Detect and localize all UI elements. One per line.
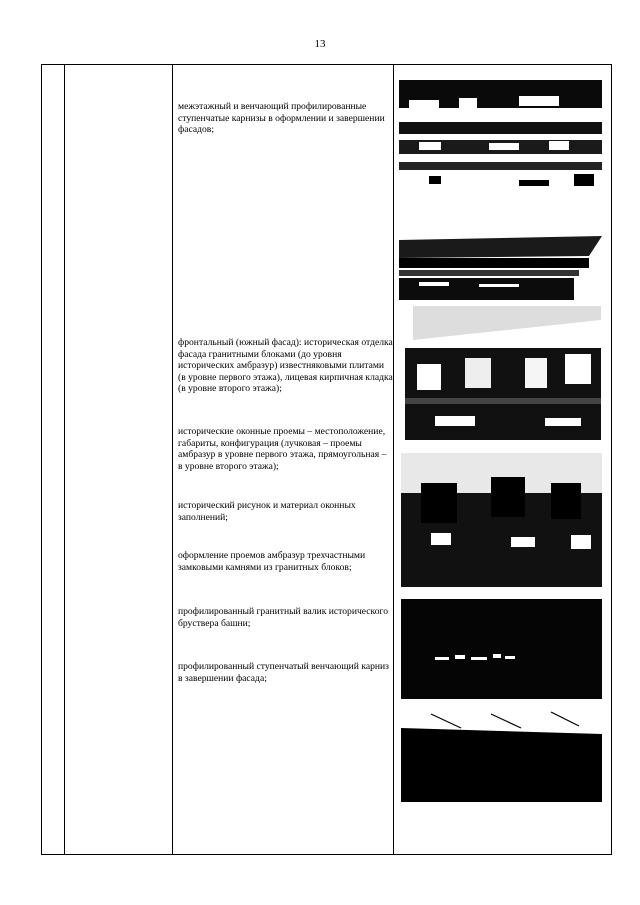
photo-crowning-cornice <box>399 236 602 300</box>
text-cornices-intro: межэтажный и венчающий профилированные ступенчатые карнизы в оформлении и завершении фасадов; <box>178 101 385 135</box>
text-crowning-cornice: профилированный ступенчатый венчающий карниз в завершении фасада; <box>178 661 389 684</box>
text-frontal-facade: фронтальный (южный фасад): историческая отделка фасада гранитными блоками (до уровня исторических амбразур) известняковыми плитами (в уровне первого этажа), лицевая кирпичная кладка (в уровне второго этажа); <box>178 337 393 394</box>
heritage-table <box>41 64 612 855</box>
photo-granite-roll <box>401 599 602 699</box>
text-granite-roll: профилированный гранитный валик исторического бруствера башни; <box>178 606 389 629</box>
photo-window-openings <box>401 453 602 587</box>
column-divider-1 <box>64 65 65 854</box>
column-divider-3 <box>393 65 394 854</box>
text-window-openings: исторические оконные проемы – местоположение, габариты, конфигурация (лучковая – проемы амбразур в уровне первого этажа, прямоугольная – в уровне второго этажа); <box>178 426 387 472</box>
text-embrasure-decoration: оформление проемов амбразур трехчастными замковыми камнями из гранитных блоков; <box>178 550 366 573</box>
photo-cornice-detail <box>401 708 602 802</box>
text-window-fillings: исторический рисунок и материал оконных заполнений; <box>178 500 356 523</box>
photo-south-facade <box>405 306 601 440</box>
photo-interfloor-cornice <box>399 76 602 195</box>
column-divider-2 <box>172 65 173 854</box>
page-number: 13 <box>314 38 326 50</box>
